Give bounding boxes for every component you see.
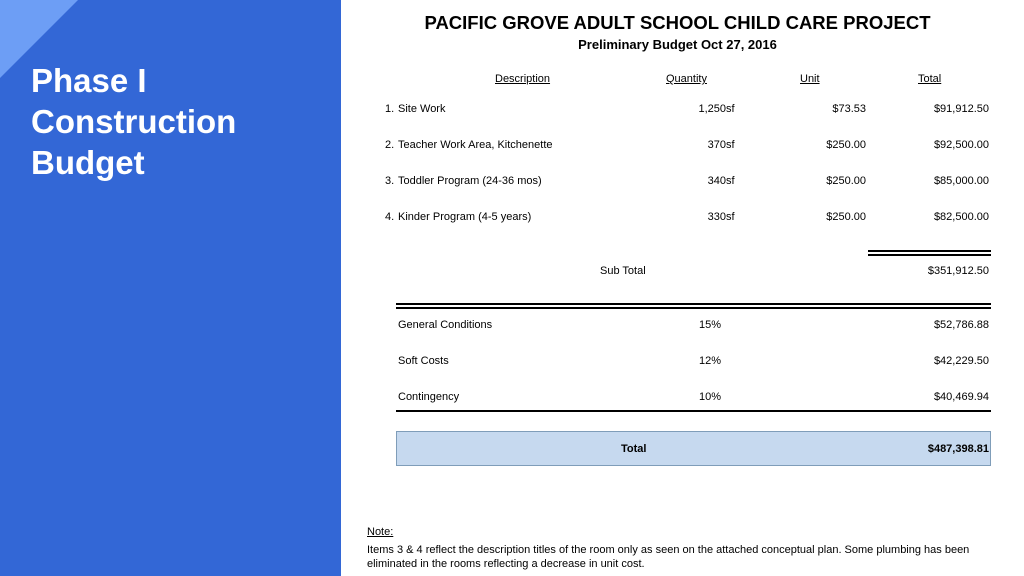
document-title: PACIFIC GROVE ADULT SCHOOL CHILD CARE PROJECT — [424, 12, 931, 33]
title-panel — [0, 0, 341, 576]
slide-title-line: Phase I — [31, 62, 147, 99]
adjustment-percent: 12% — [699, 355, 722, 367]
adjustments-bottom-rule — [396, 410, 991, 412]
item-quantity-unit: sf — [726, 139, 735, 151]
item-description: Kinder Program (4-5 years) — [398, 211, 532, 223]
item-number: 2. — [385, 139, 395, 151]
item-number: 1. — [385, 103, 395, 115]
adjustment-label: General Conditions — [398, 319, 493, 331]
adjustment-label: Soft Costs — [398, 355, 449, 367]
item-quantity-unit: sf — [726, 103, 735, 115]
adjustment-value: $42,229.50 — [933, 355, 989, 367]
item-quantity: 1,250 — [698, 103, 726, 115]
adjustment-value: $40,469.94 — [933, 391, 989, 403]
item-quantity: 340 — [707, 175, 726, 187]
item-description: Site Work — [398, 103, 446, 115]
item-total: $91,912.50 — [933, 103, 989, 115]
subtotal-label: Sub Total — [600, 265, 646, 277]
adjustment-label: Contingency — [398, 391, 460, 403]
item-total: $85,000.00 — [933, 175, 989, 187]
adjustment-value: $52,786.88 — [933, 319, 989, 331]
adjustment-percent: 10% — [699, 391, 722, 403]
item-unit-cost: $250.00 — [826, 139, 866, 151]
slide-title — [31, 60, 321, 183]
item-description: Toddler Program (24-36 mos) — [398, 175, 542, 187]
adjustments-top-rule — [396, 303, 991, 309]
item-unit-cost: $250.00 — [826, 175, 866, 187]
note-heading: Note: — [367, 526, 394, 538]
grand-total-value: $487,398.81 — [927, 443, 989, 455]
column-header-quantity: Quantity — [666, 73, 707, 85]
item-number: 3. — [385, 175, 395, 187]
column-header-total: Total — [918, 73, 942, 85]
column-header-description: Description — [495, 73, 551, 85]
item-total: $92,500.00 — [933, 139, 989, 151]
subtotal-value: $351,912.50 — [927, 265, 989, 277]
item-number: 4. — [385, 211, 395, 223]
item-quantity: 330 — [707, 211, 726, 223]
slide-title-line: Construction — [31, 103, 237, 140]
item-total: $82,500.00 — [933, 211, 989, 223]
adjustment-percent: 15% — [699, 319, 722, 331]
slide-title-line: Budget — [31, 144, 145, 181]
item-quantity-unit: sf — [726, 175, 735, 187]
budget-document — [341, 0, 1024, 576]
item-unit-cost: $73.53 — [832, 103, 866, 115]
note-text: Items 3 & 4 reflect the description titles of the room only as seen on the attached conceptual plan. Some plumbing has been eliminated in the rooms reflecting a decrease in unit cost. — [367, 544, 970, 570]
document-subtitle: Preliminary Budget Oct 27, 2016 — [578, 37, 777, 52]
column-header-unit: Unit — [800, 73, 820, 85]
grand-total-label: Total — [621, 443, 647, 455]
item-description: Teacher Work Area, Kitchenette — [398, 139, 553, 151]
subtotal-double-rule — [868, 250, 991, 256]
item-quantity-unit: sf — [726, 211, 735, 223]
item-unit-cost: $250.00 — [826, 211, 866, 223]
item-quantity: 370 — [707, 139, 726, 151]
